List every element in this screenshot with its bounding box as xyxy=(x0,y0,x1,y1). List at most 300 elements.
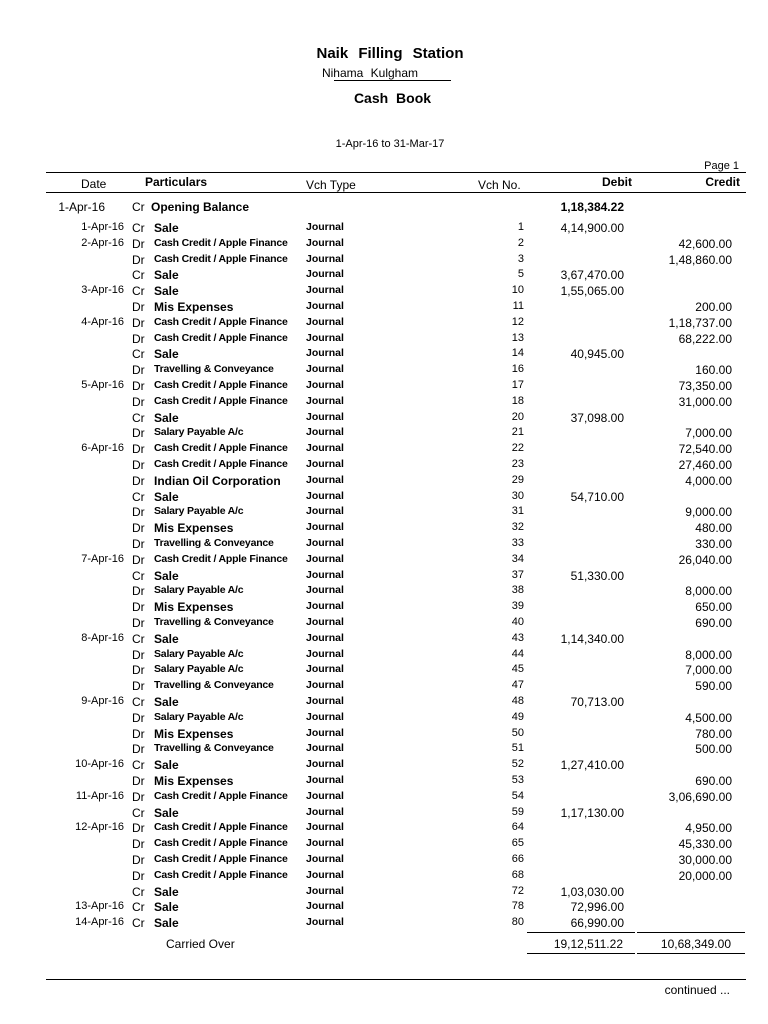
row-vch-no: 72 xyxy=(511,885,524,897)
table-row xyxy=(0,663,768,679)
credit-total-underline xyxy=(637,953,745,954)
opening-debit: 1,18,384.22 xyxy=(560,200,624,214)
row-particulars: Sale xyxy=(154,347,179,361)
row-vch-no: 37 xyxy=(511,569,524,581)
row-date: 3-Apr-16 xyxy=(81,284,124,296)
row-drcr: Dr xyxy=(132,584,145,598)
table-row xyxy=(0,458,768,474)
row-drcr: Dr xyxy=(132,616,145,630)
table-row xyxy=(0,505,768,521)
row-debit: 70,713.00 xyxy=(570,695,624,709)
row-vch-type: Journal xyxy=(306,300,344,312)
table-row xyxy=(0,885,768,901)
continued-note: continued ... xyxy=(664,983,730,997)
row-particulars: Sale xyxy=(154,758,179,772)
row-credit: 7,000.00 xyxy=(685,663,732,677)
col-header-date: Date xyxy=(81,177,107,191)
row-particulars: Travelling & Conveyance xyxy=(154,616,274,628)
table-row xyxy=(0,363,768,379)
debit-total-underline xyxy=(527,953,635,954)
table-row xyxy=(0,347,768,363)
table-row xyxy=(0,853,768,869)
table-row xyxy=(0,916,768,932)
row-particulars: Salary Payable A/c xyxy=(154,648,244,660)
row-drcr: Dr xyxy=(132,853,145,867)
header-bottom-rule xyxy=(46,192,746,193)
row-credit: 72,540.00 xyxy=(678,442,732,456)
row-particulars: Cash Credit / Apple Finance xyxy=(154,316,288,328)
row-particulars: Cash Credit / Apple Finance xyxy=(154,253,288,265)
row-particulars: Sale xyxy=(154,284,179,298)
row-drcr: Dr xyxy=(132,663,145,677)
table-row xyxy=(0,316,768,332)
row-vch-type: Journal xyxy=(306,790,344,802)
row-drcr: Dr xyxy=(132,442,145,456)
row-vch-type: Journal xyxy=(306,584,344,596)
opening-balance-row xyxy=(0,200,768,220)
report-period: 1-Apr-16 to 31-Mar-17 xyxy=(335,138,445,150)
row-drcr: Dr xyxy=(132,774,145,788)
table-row xyxy=(0,632,768,648)
row-drcr: Dr xyxy=(132,869,145,883)
table-row xyxy=(0,553,768,569)
row-vch-no: 23 xyxy=(511,458,524,470)
row-particulars: Cash Credit / Apple Finance xyxy=(154,869,288,881)
row-credit: 780.00 xyxy=(695,727,732,741)
row-credit: 690.00 xyxy=(695,616,732,630)
row-vch-no: 50 xyxy=(511,727,524,739)
row-vch-no: 17 xyxy=(511,379,524,391)
row-vch-no: 68 xyxy=(511,869,524,881)
row-drcr: Cr xyxy=(132,284,145,298)
table-row xyxy=(0,806,768,822)
row-vch-type: Journal xyxy=(306,837,344,849)
row-drcr: Cr xyxy=(132,490,145,504)
row-vch-type: Journal xyxy=(306,474,344,486)
table-row xyxy=(0,758,768,774)
row-vch-no: 40 xyxy=(511,616,524,628)
row-vch-no: 54 xyxy=(511,790,524,802)
table-row xyxy=(0,490,768,506)
row-vch-type: Journal xyxy=(306,885,344,897)
row-particulars: Mis Expenses xyxy=(154,521,234,535)
row-drcr: Dr xyxy=(132,679,145,693)
row-vch-type: Journal xyxy=(306,521,344,533)
row-drcr: Dr xyxy=(132,821,145,835)
row-particulars: Travelling & Conveyance xyxy=(154,537,274,549)
row-date: 2-Apr-16 xyxy=(81,237,124,249)
row-drcr: Dr xyxy=(132,521,145,535)
row-vch-no: 18 xyxy=(511,395,524,407)
row-vch-no: 53 xyxy=(511,774,524,786)
row-credit: 42,600.00 xyxy=(678,237,732,251)
row-drcr: Dr xyxy=(132,300,145,314)
row-vch-no: 10 xyxy=(511,284,524,296)
row-particulars: Salary Payable A/c xyxy=(154,505,244,517)
row-credit: 1,18,737.00 xyxy=(668,316,732,330)
row-drcr: Cr xyxy=(132,411,145,425)
row-vch-type: Journal xyxy=(306,411,344,423)
row-credit: 500.00 xyxy=(695,742,732,756)
row-credit: 590.00 xyxy=(695,679,732,693)
row-drcr: Dr xyxy=(132,600,145,614)
row-vch-type: Journal xyxy=(306,237,344,249)
row-drcr: Cr xyxy=(132,221,145,235)
row-vch-type: Journal xyxy=(306,221,344,233)
row-vch-no: 39 xyxy=(511,600,524,612)
table-row xyxy=(0,268,768,284)
row-vch-no: 3 xyxy=(517,253,524,265)
opening-drcr: Cr xyxy=(132,200,145,214)
row-date: 13-Apr-16 xyxy=(75,900,124,912)
table-row xyxy=(0,616,768,632)
row-drcr: Cr xyxy=(132,916,145,930)
debit-total-rule xyxy=(527,932,635,933)
row-vch-no: 16 xyxy=(511,363,524,375)
footer-rule xyxy=(46,979,746,980)
table-row xyxy=(0,395,768,411)
table-row xyxy=(0,474,768,490)
row-drcr: Dr xyxy=(132,727,145,741)
row-vch-type: Journal xyxy=(306,490,344,502)
row-particulars: Cash Credit / Apple Finance xyxy=(154,237,288,249)
carried-over-label: Carried Over xyxy=(166,937,235,951)
row-drcr: Dr xyxy=(132,332,145,346)
row-debit: 1,27,410.00 xyxy=(560,758,624,772)
row-drcr: Cr xyxy=(132,347,145,361)
row-vch-no: 44 xyxy=(511,648,524,660)
row-drcr: Dr xyxy=(132,553,145,567)
row-vch-type: Journal xyxy=(306,332,344,344)
row-vch-no: 30 xyxy=(511,490,524,502)
row-vch-type: Journal xyxy=(306,806,344,818)
row-vch-type: Journal xyxy=(306,900,344,912)
row-credit: 20,000.00 xyxy=(678,869,732,883)
row-date: 12-Apr-16 xyxy=(75,821,124,833)
row-vch-type: Journal xyxy=(306,569,344,581)
row-vch-no: 51 xyxy=(511,742,524,754)
row-vch-no: 22 xyxy=(511,442,524,454)
row-particulars: Sale xyxy=(154,268,179,282)
row-drcr: Cr xyxy=(132,268,145,282)
row-vch-no: 38 xyxy=(511,584,524,596)
row-vch-type: Journal xyxy=(306,679,344,691)
row-particulars: Salary Payable A/c xyxy=(154,584,244,596)
row-vch-no: 47 xyxy=(511,679,524,691)
row-drcr: Cr xyxy=(132,900,145,914)
row-particulars: Sale xyxy=(154,632,179,646)
table-row xyxy=(0,600,768,616)
row-date: 1-Apr-16 xyxy=(81,221,124,233)
row-particulars: Cash Credit / Apple Finance xyxy=(154,395,288,407)
row-particulars: Sale xyxy=(154,806,179,820)
row-debit: 4,14,900.00 xyxy=(560,221,624,235)
row-vch-type: Journal xyxy=(306,284,344,296)
row-particulars: Cash Credit / Apple Finance xyxy=(154,837,288,849)
table-row xyxy=(0,537,768,553)
row-credit: 480.00 xyxy=(695,521,732,535)
row-particulars: Sale xyxy=(154,490,179,504)
row-vch-type: Journal xyxy=(306,600,344,612)
row-vch-no: 52 xyxy=(511,758,524,770)
row-drcr: Dr xyxy=(132,237,145,251)
row-vch-type: Journal xyxy=(306,395,344,407)
row-vch-no: 48 xyxy=(511,695,524,707)
row-credit: 26,040.00 xyxy=(678,553,732,567)
table-row xyxy=(0,300,768,316)
table-row xyxy=(0,411,768,427)
row-drcr: Cr xyxy=(132,758,145,772)
col-header-vch-no: Vch No. xyxy=(478,178,521,192)
row-vch-no: 20 xyxy=(511,411,524,423)
row-vch-no: 65 xyxy=(511,837,524,849)
row-debit: 1,17,130.00 xyxy=(560,806,624,820)
row-particulars: Cash Credit / Apple Finance xyxy=(154,332,288,344)
row-vch-type: Journal xyxy=(306,758,344,770)
row-debit: 72,996.00 xyxy=(570,900,624,914)
table-row xyxy=(0,695,768,711)
table-row xyxy=(0,790,768,806)
row-vch-type: Journal xyxy=(306,347,344,359)
row-credit: 3,06,690.00 xyxy=(668,790,732,804)
table-row xyxy=(0,727,768,743)
row-vch-type: Journal xyxy=(306,553,344,565)
table-row xyxy=(0,679,768,695)
row-vch-type: Journal xyxy=(306,727,344,739)
col-header-debit: Debit xyxy=(602,175,632,189)
row-credit: 68,222.00 xyxy=(678,332,732,346)
row-vch-no: 64 xyxy=(511,821,524,833)
row-vch-no: 1 xyxy=(517,221,524,233)
row-vch-type: Journal xyxy=(306,742,344,754)
row-vch-type: Journal xyxy=(306,442,344,454)
row-credit: 8,000.00 xyxy=(685,648,732,662)
table-row xyxy=(0,648,768,664)
row-credit: 650.00 xyxy=(695,600,732,614)
table-row xyxy=(0,284,768,300)
row-debit: 66,990.00 xyxy=(570,916,624,930)
row-debit: 54,710.00 xyxy=(570,490,624,504)
row-particulars: Indian Oil Corporation xyxy=(154,474,281,488)
row-credit: 4,950.00 xyxy=(685,821,732,835)
row-particulars: Sale xyxy=(154,916,179,930)
row-vch-no: 49 xyxy=(511,711,524,723)
row-vch-type: Journal xyxy=(306,379,344,391)
row-particulars: Travelling & Conveyance xyxy=(154,742,274,754)
row-vch-no: 13 xyxy=(511,332,524,344)
row-vch-no: 32 xyxy=(511,521,524,533)
row-drcr: Cr xyxy=(132,885,145,899)
row-drcr: Dr xyxy=(132,648,145,662)
row-particulars: Sale xyxy=(154,900,179,914)
row-credit: 30,000.00 xyxy=(678,853,732,867)
row-vch-type: Journal xyxy=(306,663,344,675)
table-row xyxy=(0,837,768,853)
table-row xyxy=(0,426,768,442)
row-debit: 37,098.00 xyxy=(570,411,624,425)
row-vch-type: Journal xyxy=(306,616,344,628)
row-particulars: Cash Credit / Apple Finance xyxy=(154,853,288,865)
table-row xyxy=(0,521,768,537)
table-row xyxy=(0,442,768,458)
row-vch-no: 33 xyxy=(511,537,524,549)
row-vch-type: Journal xyxy=(306,853,344,865)
row-date: 9-Apr-16 xyxy=(81,695,124,707)
row-vch-type: Journal xyxy=(306,268,344,280)
col-header-particulars: Particulars xyxy=(145,175,208,189)
row-drcr: Dr xyxy=(132,837,145,851)
row-vch-no: 11 xyxy=(512,300,524,312)
row-particulars: Cash Credit / Apple Finance xyxy=(154,821,288,833)
row-credit: 330.00 xyxy=(695,537,732,551)
row-vch-type: Journal xyxy=(306,537,344,549)
table-row xyxy=(0,253,768,269)
row-credit: 200.00 xyxy=(695,300,732,314)
row-credit: 4,000.00 xyxy=(685,474,732,488)
row-particulars: Sale xyxy=(154,569,179,583)
row-drcr: Dr xyxy=(132,474,145,488)
address-underline xyxy=(334,80,451,81)
row-drcr: Dr xyxy=(132,711,145,725)
row-particulars: Sale xyxy=(154,695,179,709)
row-vch-type: Journal xyxy=(306,821,344,833)
row-vch-type: Journal xyxy=(306,316,344,328)
carried-over-debit: 19,12,511.22 xyxy=(553,937,623,951)
row-date: 7-Apr-16 xyxy=(81,553,124,565)
row-particulars: Mis Expenses xyxy=(154,727,234,741)
row-vch-no: 45 xyxy=(511,663,524,675)
row-date: 4-Apr-16 xyxy=(81,316,124,328)
row-particulars: Cash Credit / Apple Finance xyxy=(154,442,288,454)
table-row xyxy=(0,711,768,727)
row-vch-type: Journal xyxy=(306,711,344,723)
row-drcr: Dr xyxy=(132,253,145,267)
row-vch-no: 43 xyxy=(511,632,524,644)
row-credit: 45,330.00 xyxy=(678,837,732,851)
row-credit: 160.00 xyxy=(695,363,732,377)
row-drcr: Dr xyxy=(132,742,145,756)
table-row xyxy=(0,869,768,885)
header-top-rule xyxy=(46,172,746,173)
row-credit: 690.00 xyxy=(695,774,732,788)
row-drcr: Dr xyxy=(132,537,145,551)
row-vch-no: 31 xyxy=(511,505,524,517)
opening-particulars: Opening Balance xyxy=(151,200,250,214)
row-drcr: Dr xyxy=(132,426,145,440)
row-debit: 1,03,030.00 xyxy=(560,885,624,899)
report-title: Cash Book xyxy=(353,90,432,106)
row-vch-no: 5 xyxy=(517,268,524,280)
row-particulars: Salary Payable A/c xyxy=(154,663,244,675)
row-credit: 73,350.00 xyxy=(678,379,732,393)
row-particulars: Sale xyxy=(154,885,179,899)
row-vch-type: Journal xyxy=(306,869,344,881)
row-vch-no: 34 xyxy=(511,553,524,565)
row-drcr: Cr xyxy=(132,632,145,646)
row-vch-no: 21 xyxy=(511,426,524,438)
row-vch-type: Journal xyxy=(306,253,344,265)
row-drcr: Cr xyxy=(132,695,145,709)
table-row xyxy=(0,742,768,758)
row-particulars: Cash Credit / Apple Finance xyxy=(154,458,288,470)
row-drcr: Dr xyxy=(132,395,145,409)
row-credit: 1,48,860.00 xyxy=(668,253,732,267)
col-header-credit: Credit xyxy=(705,175,740,189)
row-vch-no: 80 xyxy=(511,916,524,928)
row-vch-type: Journal xyxy=(306,505,344,517)
row-drcr: Dr xyxy=(132,790,145,804)
row-credit: 27,460.00 xyxy=(678,458,732,472)
row-drcr: Cr xyxy=(132,569,145,583)
carried-over-credit: 10,68,349.00 xyxy=(660,937,731,951)
row-vch-type: Journal xyxy=(306,363,344,375)
row-particulars: Mis Expenses xyxy=(154,600,234,614)
row-vch-no: 2 xyxy=(517,237,524,249)
row-credit: 8,000.00 xyxy=(685,584,732,598)
row-date: 5-Apr-16 xyxy=(81,379,124,391)
page-number: Page 1 xyxy=(704,160,739,172)
row-vch-type: Journal xyxy=(306,695,344,707)
table-row xyxy=(0,332,768,348)
row-particulars: Sale xyxy=(154,411,179,425)
row-credit: 4,500.00 xyxy=(685,711,732,725)
row-vch-no: 66 xyxy=(511,853,524,865)
row-particulars: Mis Expenses xyxy=(154,300,234,314)
row-credit: 9,000.00 xyxy=(685,505,732,519)
row-vch-type: Journal xyxy=(306,916,344,928)
row-particulars: Salary Payable A/c xyxy=(154,426,244,438)
row-vch-type: Journal xyxy=(306,426,344,438)
row-date: 14-Apr-16 xyxy=(75,916,124,928)
row-debit: 3,67,470.00 xyxy=(560,268,624,282)
row-particulars: Mis Expenses xyxy=(154,774,234,788)
row-credit: 31,000.00 xyxy=(678,395,732,409)
company-name: Naik Filling Station xyxy=(316,45,464,62)
row-vch-no: 59 xyxy=(511,806,524,818)
table-row xyxy=(0,900,768,916)
row-vch-no: 12 xyxy=(511,316,524,328)
row-vch-type: Journal xyxy=(306,648,344,660)
row-debit: 40,945.00 xyxy=(570,347,624,361)
row-drcr: Dr xyxy=(132,316,145,330)
row-date: 8-Apr-16 xyxy=(81,632,124,644)
row-vch-no: 29 xyxy=(511,474,524,486)
table-row xyxy=(0,821,768,837)
row-debit: 1,14,340.00 xyxy=(560,632,624,646)
row-drcr: Dr xyxy=(132,363,145,377)
row-drcr: Dr xyxy=(132,505,145,519)
opening-date: 1-Apr-16 xyxy=(58,200,105,214)
table-row xyxy=(0,221,768,237)
company-address: Nihama Kulgham xyxy=(321,66,419,80)
row-date: 6-Apr-16 xyxy=(81,442,124,454)
table-row xyxy=(0,774,768,790)
col-header-vch-type: Vch Type xyxy=(306,178,356,192)
credit-total-rule xyxy=(637,932,745,933)
row-vch-type: Journal xyxy=(306,774,344,786)
row-drcr: Dr xyxy=(132,458,145,472)
row-particulars: Travelling & Conveyance xyxy=(154,363,274,375)
row-credit: 7,000.00 xyxy=(685,426,732,440)
row-debit: 51,330.00 xyxy=(570,569,624,583)
table-row xyxy=(0,237,768,253)
row-date: 10-Apr-16 xyxy=(75,758,124,770)
row-particulars: Cash Credit / Apple Finance xyxy=(154,553,288,565)
table-row xyxy=(0,584,768,600)
row-drcr: Cr xyxy=(132,806,145,820)
row-vch-no: 14 xyxy=(511,347,524,359)
row-particulars: Cash Credit / Apple Finance xyxy=(154,379,288,391)
